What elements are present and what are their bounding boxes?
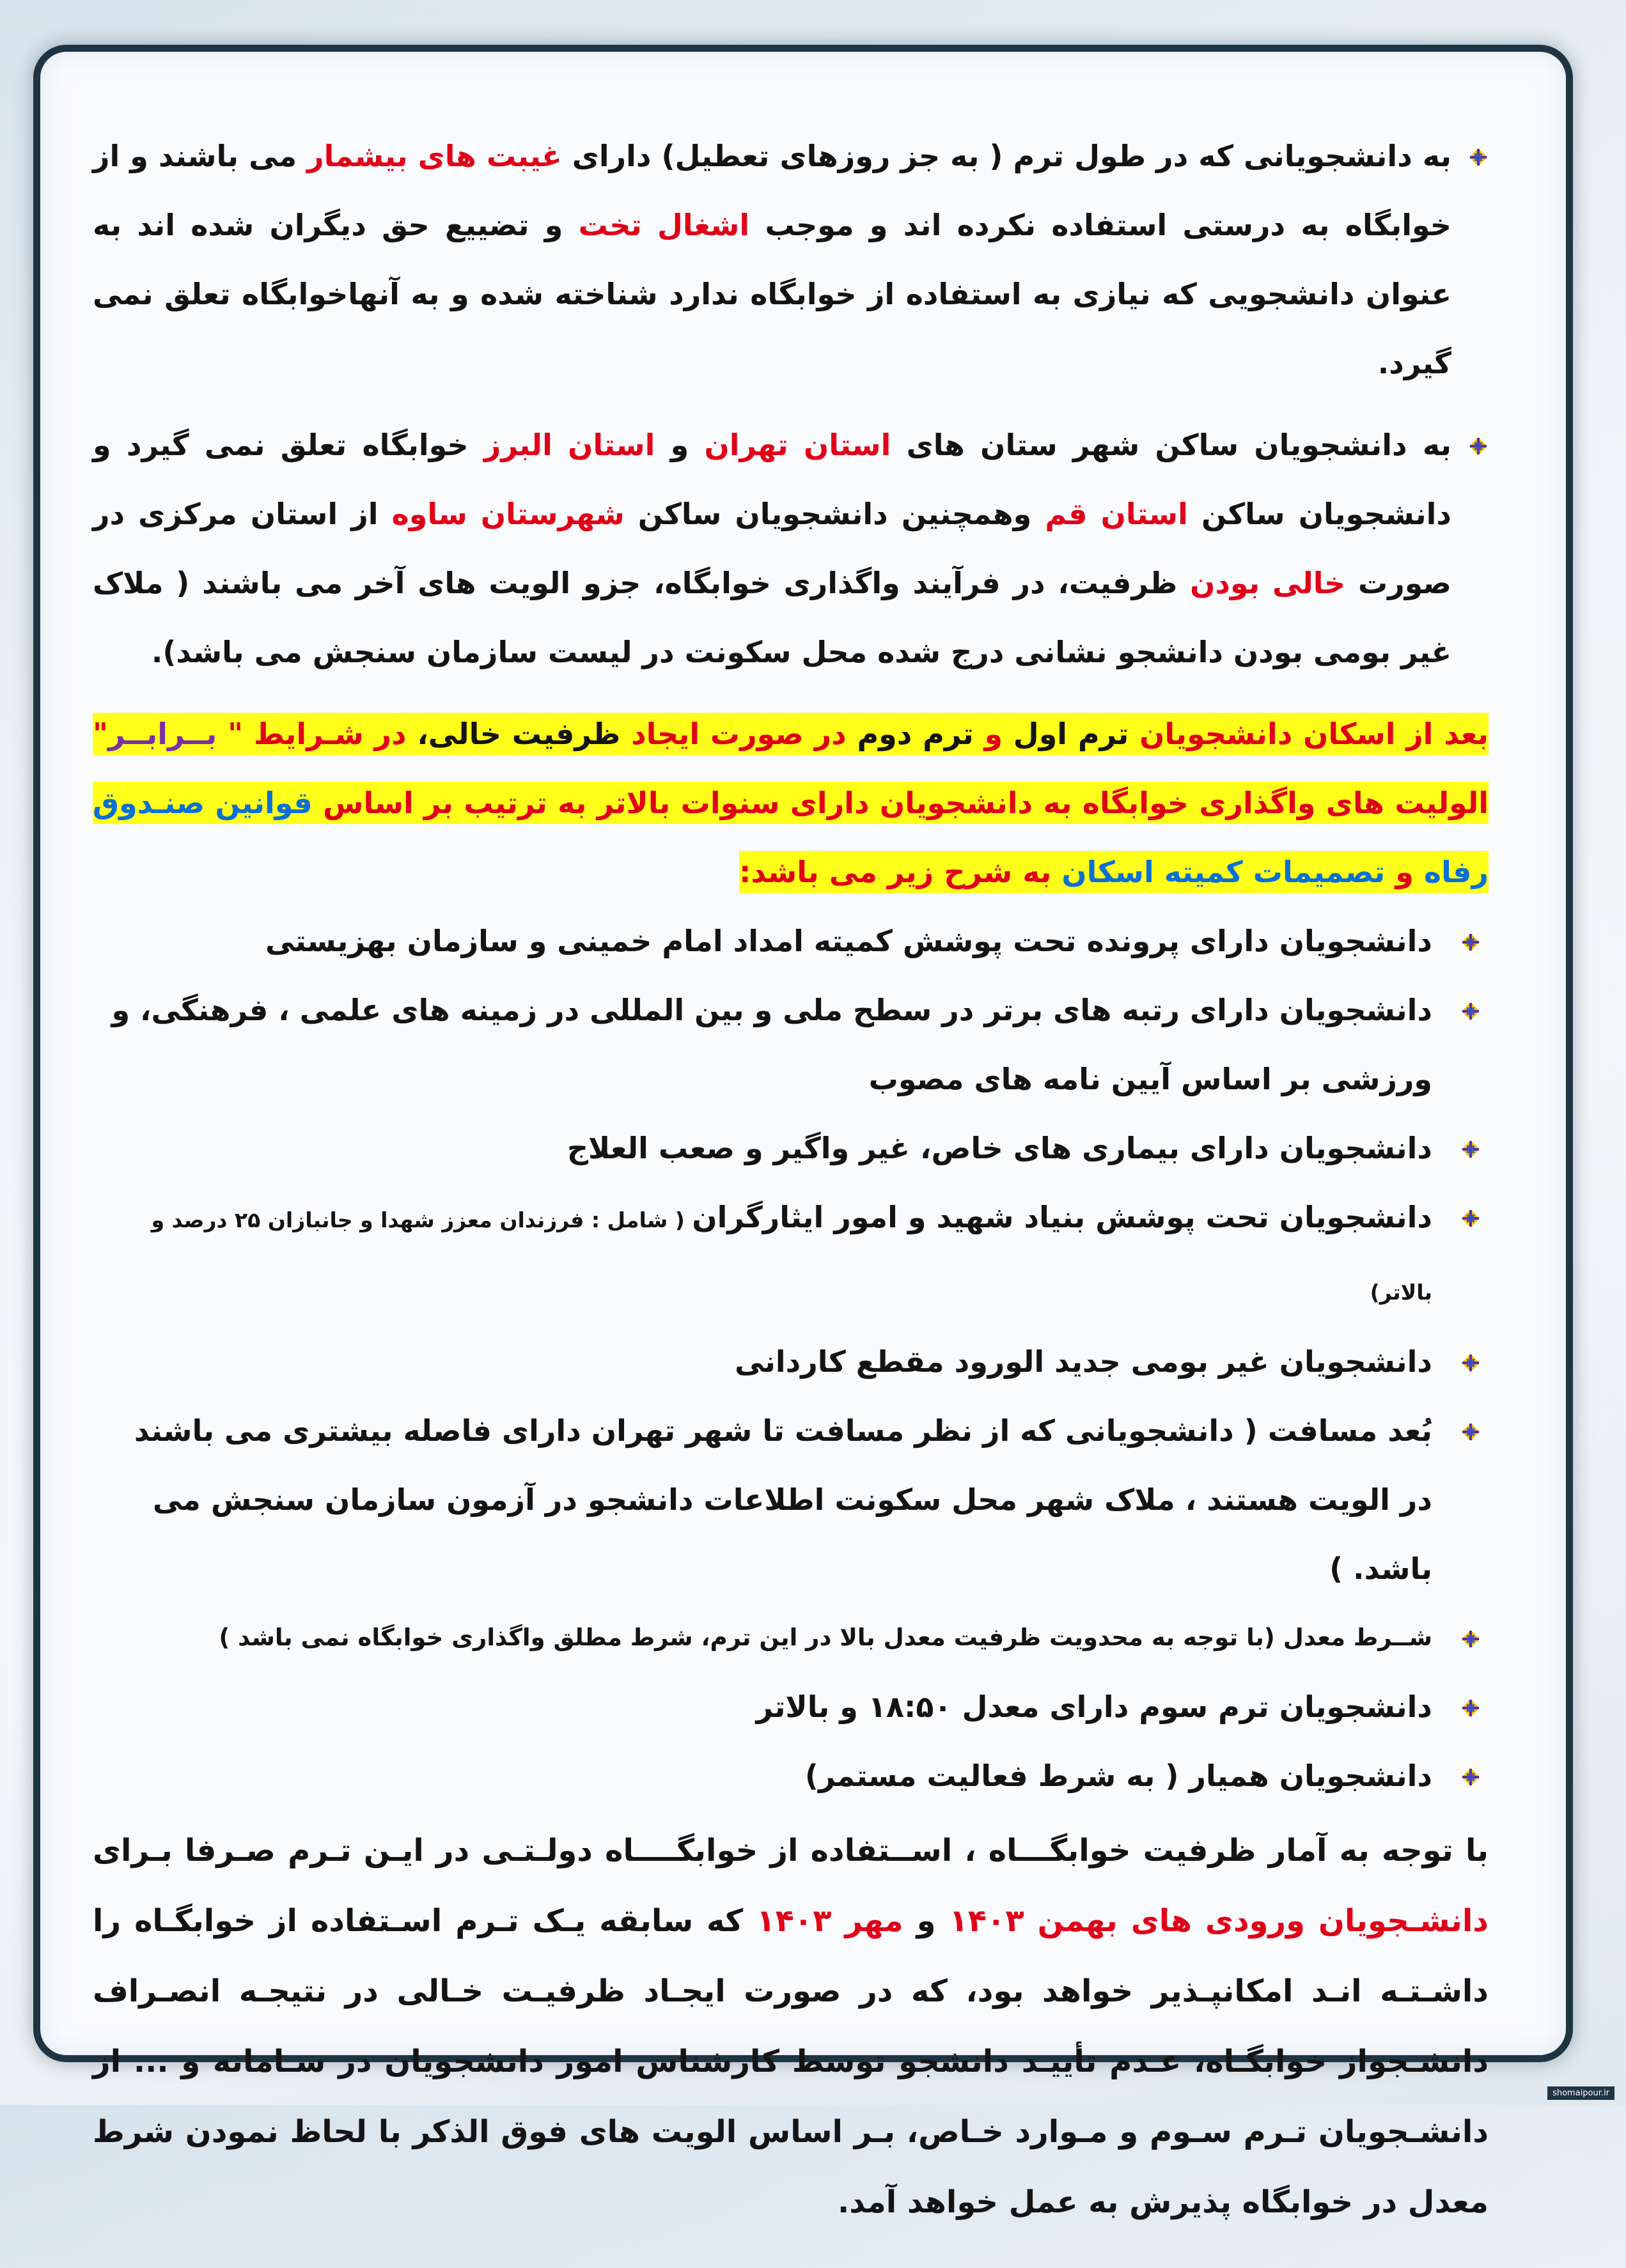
plus-diamond-icon (1460, 1001, 1481, 1021)
item-text: دانشجویان دارای رتبه های برتر در سطح ملی و بین المللی در زمینه های علمی ، فرهنگی، و ورزشی بر اساس آیین نامه های مصوب (111, 993, 1432, 1096)
plus-diamond-icon (1460, 1698, 1481, 1718)
item-text: دانشجویان غیر بومی جدید الورود مقطع کاردانی (735, 1344, 1432, 1379)
plus-diamond-icon (1460, 932, 1481, 952)
text: به دانشجویانی که در طول ترم ( به جز روزهای تعطیل) دارای (562, 139, 1451, 173)
list-item (93, 1327, 1489, 1396)
list-item (93, 975, 1489, 1114)
highlight-red: و (1385, 855, 1424, 889)
priority-list (93, 906, 1489, 1810)
highlight-red: ۱۴۰۳ (949, 1903, 1024, 1939)
item-text: دانشجویان دارای بیماری های خاص، غیر واگیر و صعب العلاج (567, 1131, 1432, 1165)
text: که سابقه یـک تـرم اسـتفاده از خوابگـاه را داشـتـه انـد امکانپـذیر خواهد بود، که در صورت ایجـاد ظرفیـت خـالی در نتیجـه انصـراف دانشـجواز خوابگـاه، عـدم تأییـد دانشجو توسط کارشناس امور دانشجویان در سـامانه و ... از دانشـجویان تـرم سـوم و مـوارد خـاص، بـر اساس الویت های فوق الذکر با لحاظ نمودن شرط معدل در خوابگاه پذیرش به عمل خواهد آمد. (93, 1903, 1489, 2220)
highlight-red: دانشـجویان ورودی های بهمن (1024, 1903, 1489, 1939)
item-text: دانشجویان ترم سوم دارای معدل ۱۸:۵۰ و بالاتر (756, 1689, 1432, 1724)
highlight-red: شهرستان ساوه (392, 497, 625, 531)
highlight-red: مهر (831, 1903, 903, 1939)
text: به دانشجویان ساکن شهر ستان های (891, 428, 1451, 462)
priority-intro (93, 699, 1489, 906)
text: ترم دوم (847, 717, 985, 751)
text: و تضییع حق دیگران شده اند به عنوان دانشجویی که نیازی به استفاده از خوابگاه ندارد شناخته شده و به آنهاخوابگاه تعلق نمی گیرد. (93, 208, 1451, 380)
highlight-red: و (984, 717, 1003, 751)
list-item (93, 906, 1489, 975)
item-text: دانشجویان تحت پوشش بنیاد شهید و امور ایثارگران (692, 1200, 1432, 1234)
plus-diamond-icon (1460, 1353, 1481, 1373)
item-text: دانشجویان همیار ( به شرط فعالیت مستمر) (805, 1759, 1432, 1793)
text: وهمچنین دانشجویان ساکن (625, 497, 1045, 531)
highlight-red: به شرح زیر می باشد: (739, 855, 1061, 889)
list-item (93, 1672, 1489, 1741)
text: با توجه به آمار ظرفیت خوابگـــاه ، اســتفاده از خوابگــــاه دولـتـی در ایـن تـرم صـرفا بـرای (93, 1833, 1489, 1868)
highlight-blue: تصمیمات کمیته اسکان (1061, 855, 1385, 889)
plus-diamond-icon (1468, 147, 1489, 167)
plus-diamond-icon (1460, 1767, 1481, 1787)
highlight-purple: بــرابــر (108, 717, 228, 751)
closing-paragraph (93, 1815, 1489, 2237)
text: ظرفیت خالی، (407, 717, 631, 751)
text: و (655, 428, 704, 462)
text: می باشند و از خوابگاه به درستی استفاده نکرده اند و موجب (93, 139, 1451, 242)
plus-diamond-icon (1460, 1208, 1481, 1229)
highlight-red: در صورت ایجاد (631, 717, 847, 751)
highlight-red: استان قم (1045, 497, 1188, 531)
text: ظرفیت، در فرآیند واگذاری خوابگاه، جزو الویت های آخر می باشند ( ملاک غیر بومی بودن دانشجو نشانی درج شده محل سکونت در لیست سازمان سنجش می باشد). (93, 566, 1451, 669)
plus-diamond-icon (1460, 1629, 1481, 1649)
item-text: شــرط معدل (با توجه به محدویت ظرفیت معدل بالا در این ترم، شرط مطلق واگذاری خوابگاه نمی باشد ) (219, 1624, 1432, 1651)
list-item (93, 1114, 1489, 1183)
highlight-red: استان تهران (705, 428, 891, 462)
highlight-red: ۱۴۰۳ (756, 1903, 831, 1939)
highlight-red: " الولیت های واگذاری خوابگاه به دانشجویان دارای سنوات بالاتر به ترتیب بر اساس (93, 717, 1489, 820)
highlight-blue: قوانین صنـدوق رفاه (93, 786, 1489, 889)
plus-diamond-icon (1468, 436, 1489, 456)
paragraph-absence (93, 121, 1489, 398)
text: ترم اول (1003, 717, 1139, 751)
highlight-red: خالی بودن (1190, 566, 1345, 600)
paragraph-provinces (93, 410, 1489, 687)
list-item (93, 1183, 1489, 1327)
plus-diamond-icon (1460, 1139, 1481, 1160)
highlight-red: بعد از اسکان دانشجویان (1139, 717, 1489, 751)
document-body (93, 121, 1489, 2268)
highlight-red: اشغال تخت (579, 208, 750, 242)
item-text: بُعد مسافت ( دانشجویانی که از نظر مسافت تا شهر تهران دارای فاصله بیشتری می باشند در الویت هستند ، ملاک شهر محل سکونت اطلاعات دانشجو در آزمون سازمان سنجش می باشد. ) (134, 1413, 1432, 1586)
item-text: دانشجویان دارای پرونده تحت پوشش کمیته امداد امام خمینی و سازمان بهزیستی (265, 924, 1432, 958)
watermark: shomaipour.ir (1547, 2086, 1614, 2100)
highlight-red: در شـرایط " (228, 717, 406, 751)
text: و (903, 1903, 950, 1939)
plus-diamond-icon (1460, 1422, 1481, 1442)
highlight-red: استان البرز (484, 428, 655, 462)
text: از استان مرکزی در صورت (93, 497, 1451, 600)
list-item (93, 1603, 1489, 1672)
item-note: ( شامل : فرزندان معزز شهدا و جانبازان ۲۵ درصد و بالاتر) (152, 1208, 1432, 1305)
text: خوابگاه تعلق نمی گیرد و دانشجویان ساکن (93, 428, 1451, 531)
list-item (93, 1396, 1489, 1603)
list-item (93, 1741, 1489, 1810)
highlight-red: غیبت های بیشمار (307, 139, 562, 173)
